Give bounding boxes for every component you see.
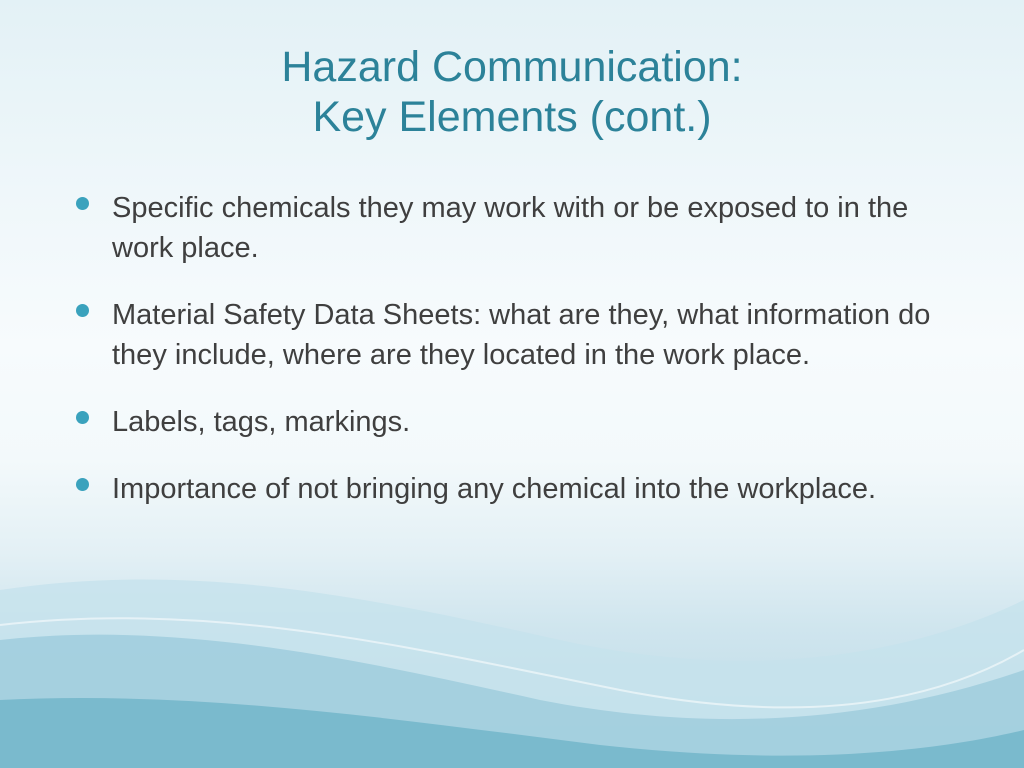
bullet-dot-icon [76, 304, 89, 317]
bullet-list [74, 188, 954, 536]
bullet-item [74, 402, 954, 442]
bullet-dot-icon [76, 411, 89, 424]
bullet-dot-icon [76, 197, 89, 210]
slide-title [0, 42, 1024, 142]
title-line-2: Key Elements (cont.) [312, 93, 712, 141]
bullet-text: Importance of not bringing any chemical into the workplace. [112, 473, 877, 505]
title-line-1: Hazard Communication: [281, 43, 743, 91]
bullet-text: Specific chemicals they may work with or be exposed to in the work place. [112, 192, 909, 264]
bullet-text: Labels, tags, markings. [112, 406, 411, 438]
bullet-item [74, 188, 954, 268]
bullet-item [74, 295, 954, 375]
bullet-dot-icon [76, 478, 89, 491]
bullet-item [74, 469, 954, 509]
bullet-text: Material Safety Data Sheets: what are they, what information do they include, where are they located in the work place. [112, 299, 931, 371]
